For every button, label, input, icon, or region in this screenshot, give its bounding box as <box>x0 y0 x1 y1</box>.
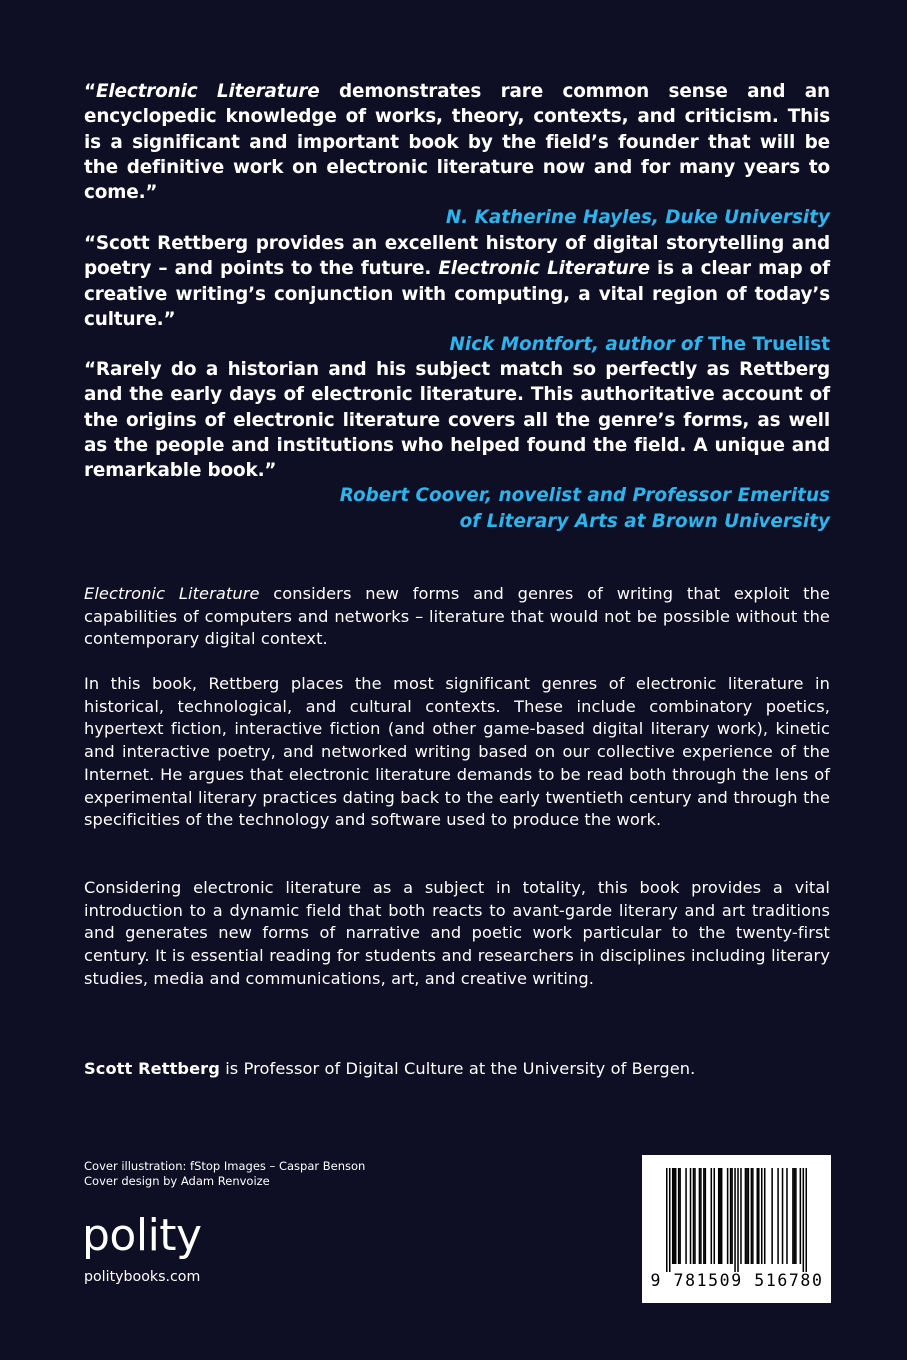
barcode-bar <box>678 1168 680 1264</box>
barcode-bar <box>800 1168 802 1264</box>
barcode-bar <box>752 1168 754 1264</box>
barcode-bar <box>694 1168 696 1264</box>
barcode-bar <box>740 1168 742 1264</box>
barcode-bar <box>792 1168 794 1264</box>
author-name: Scott Rettberg <box>84 1059 220 1078</box>
barcode-bar <box>675 1168 677 1264</box>
barcode-bar <box>748 1168 750 1264</box>
cover-credits <box>84 1159 365 1188</box>
barcode-bar <box>803 1168 805 1272</box>
publisher-url: politybooks.com <box>84 1269 201 1285</box>
endorsement-coover <box>84 357 830 534</box>
book-title: Electronic Literature <box>438 258 650 280</box>
barcode-bar <box>786 1168 788 1264</box>
barcode-bar <box>703 1168 705 1264</box>
barcode-bar <box>713 1168 715 1264</box>
barcode-bar <box>751 1168 753 1264</box>
barcode-bar <box>737 1168 739 1272</box>
barcode-bar <box>721 1168 723 1264</box>
barcode-bar <box>699 1168 701 1264</box>
barcode-bar <box>718 1168 720 1264</box>
endorsement-attribution: N. Katherine Hayles, Duke University <box>445 207 830 229</box>
isbn-barcode <box>642 1155 831 1303</box>
endorsement-quote: “Rarely do a historian and his subject match so perfectly as Rettberg and the early days of electronic literature. This authoritative account of the origins of electronic literature covers all the genre’s forms, as well as the people and institutions who helped found the field. A unique and remarkable book.” <box>84 359 830 482</box>
barcode-bar <box>685 1168 687 1264</box>
barcode-bar <box>782 1168 784 1264</box>
barcode-bar <box>700 1168 702 1264</box>
endorsement-quote: “Electronic Literature demonstrates rare common sense and an encyclopedic knowledge of works, theory, contexts, and criticism. This is a significant and important book by the field’s founder that will be the definitive work on electronic literature now and for many years to come.” <box>84 81 830 204</box>
barcode-bar <box>745 1168 747 1264</box>
barcode-bar <box>690 1168 692 1264</box>
barcode-bar <box>734 1168 736 1272</box>
barcode-bar <box>672 1168 674 1264</box>
barcode-bar <box>764 1168 766 1264</box>
barcode-bar <box>669 1168 671 1272</box>
barcode-bar <box>761 1168 763 1264</box>
description-paragraph-1: Electronic Literature considers new forms and genres of writing that exploit the capabilities of computers and networks – literature that would not be possible without the contemporary digital context. <box>84 584 830 649</box>
barcode-bar <box>679 1168 681 1264</box>
barcode-bar <box>758 1168 760 1264</box>
barcode-bar <box>771 1168 773 1264</box>
isbn-number: 9 781509 516780 <box>650 1271 824 1290</box>
barcode-bar <box>757 1168 759 1264</box>
endorsement-hayles <box>84 79 830 231</box>
description-paragraph-3: Considering electronic literature as a subject in totality, this book provides a vital introduction to a dynamic field that both reacts to avant-garde literary and art traditions and generates new forms of narrative and poetic work particular to the twenty-first century. It is essential reading for students and researchers in disciplines including literary studies, media and communications, art, and creative writing. <box>84 878 830 988</box>
endorsement-attribution: Robert Coover, novelist and Professor Emeritus of Literary Arts at Brown University <box>339 485 830 532</box>
barcode-bars <box>666 1168 807 1272</box>
barcode-bar <box>666 1168 668 1272</box>
barcode-bar <box>795 1168 797 1264</box>
description-paragraph-2: In this book, Rettberg places the most significant genres of electronic literature in historical, technological, and cultural contexts. These include combinatory poetics, hypertext fiction, interactive fiction (and other game-based digital literary work), kinetic and interactive poetry, and networked writing based on our collective experience of the Internet. He argues that electronic literature demands to be read both through the lens of experimental literary practices dating back to the early twentieth century and through the specificities of the technology and software used to produce the work. <box>84 674 830 830</box>
illustration-credit: Cover illustration: fStop Images – Caspar Benson <box>84 1159 366 1173</box>
barcode-bar <box>705 1168 707 1264</box>
barcode-bar <box>673 1168 675 1264</box>
endorsement-quote: “Scott Rettberg provides an excellent history of digital storytelling and poetry – and points to the future. Electronic Literature is a clear map of creative writing’s conjunction with computing, a vital region of today’s culture.” <box>84 233 830 330</box>
barcode-bar <box>746 1168 748 1264</box>
endorsement-attribution: Nick Montfort, author of The Truelist <box>449 334 830 356</box>
barcode-bar <box>731 1168 733 1264</box>
design-credit: Cover design by Adam Renvoize <box>84 1173 270 1188</box>
barcode-bar <box>794 1168 796 1264</box>
author-bio: Scott Rettberg is Professor of Digital Culture at the University of Bergen. <box>84 1059 696 1078</box>
barcode-bar <box>711 1168 713 1264</box>
barcode-bar <box>693 1168 695 1264</box>
barcode-bar <box>719 1168 721 1264</box>
barcode-bar <box>727 1168 729 1264</box>
endorsement-montfort <box>84 231 830 357</box>
barcode-bar <box>777 1168 779 1264</box>
work-title: The Truelist <box>707 334 830 356</box>
publisher-logo: polity <box>82 1210 202 1261</box>
barcode-bar <box>730 1168 732 1264</box>
book-title: Electronic Literature <box>95 81 320 102</box>
barcode-bar <box>806 1168 807 1272</box>
book-title: Electronic Literature <box>84 584 260 603</box>
